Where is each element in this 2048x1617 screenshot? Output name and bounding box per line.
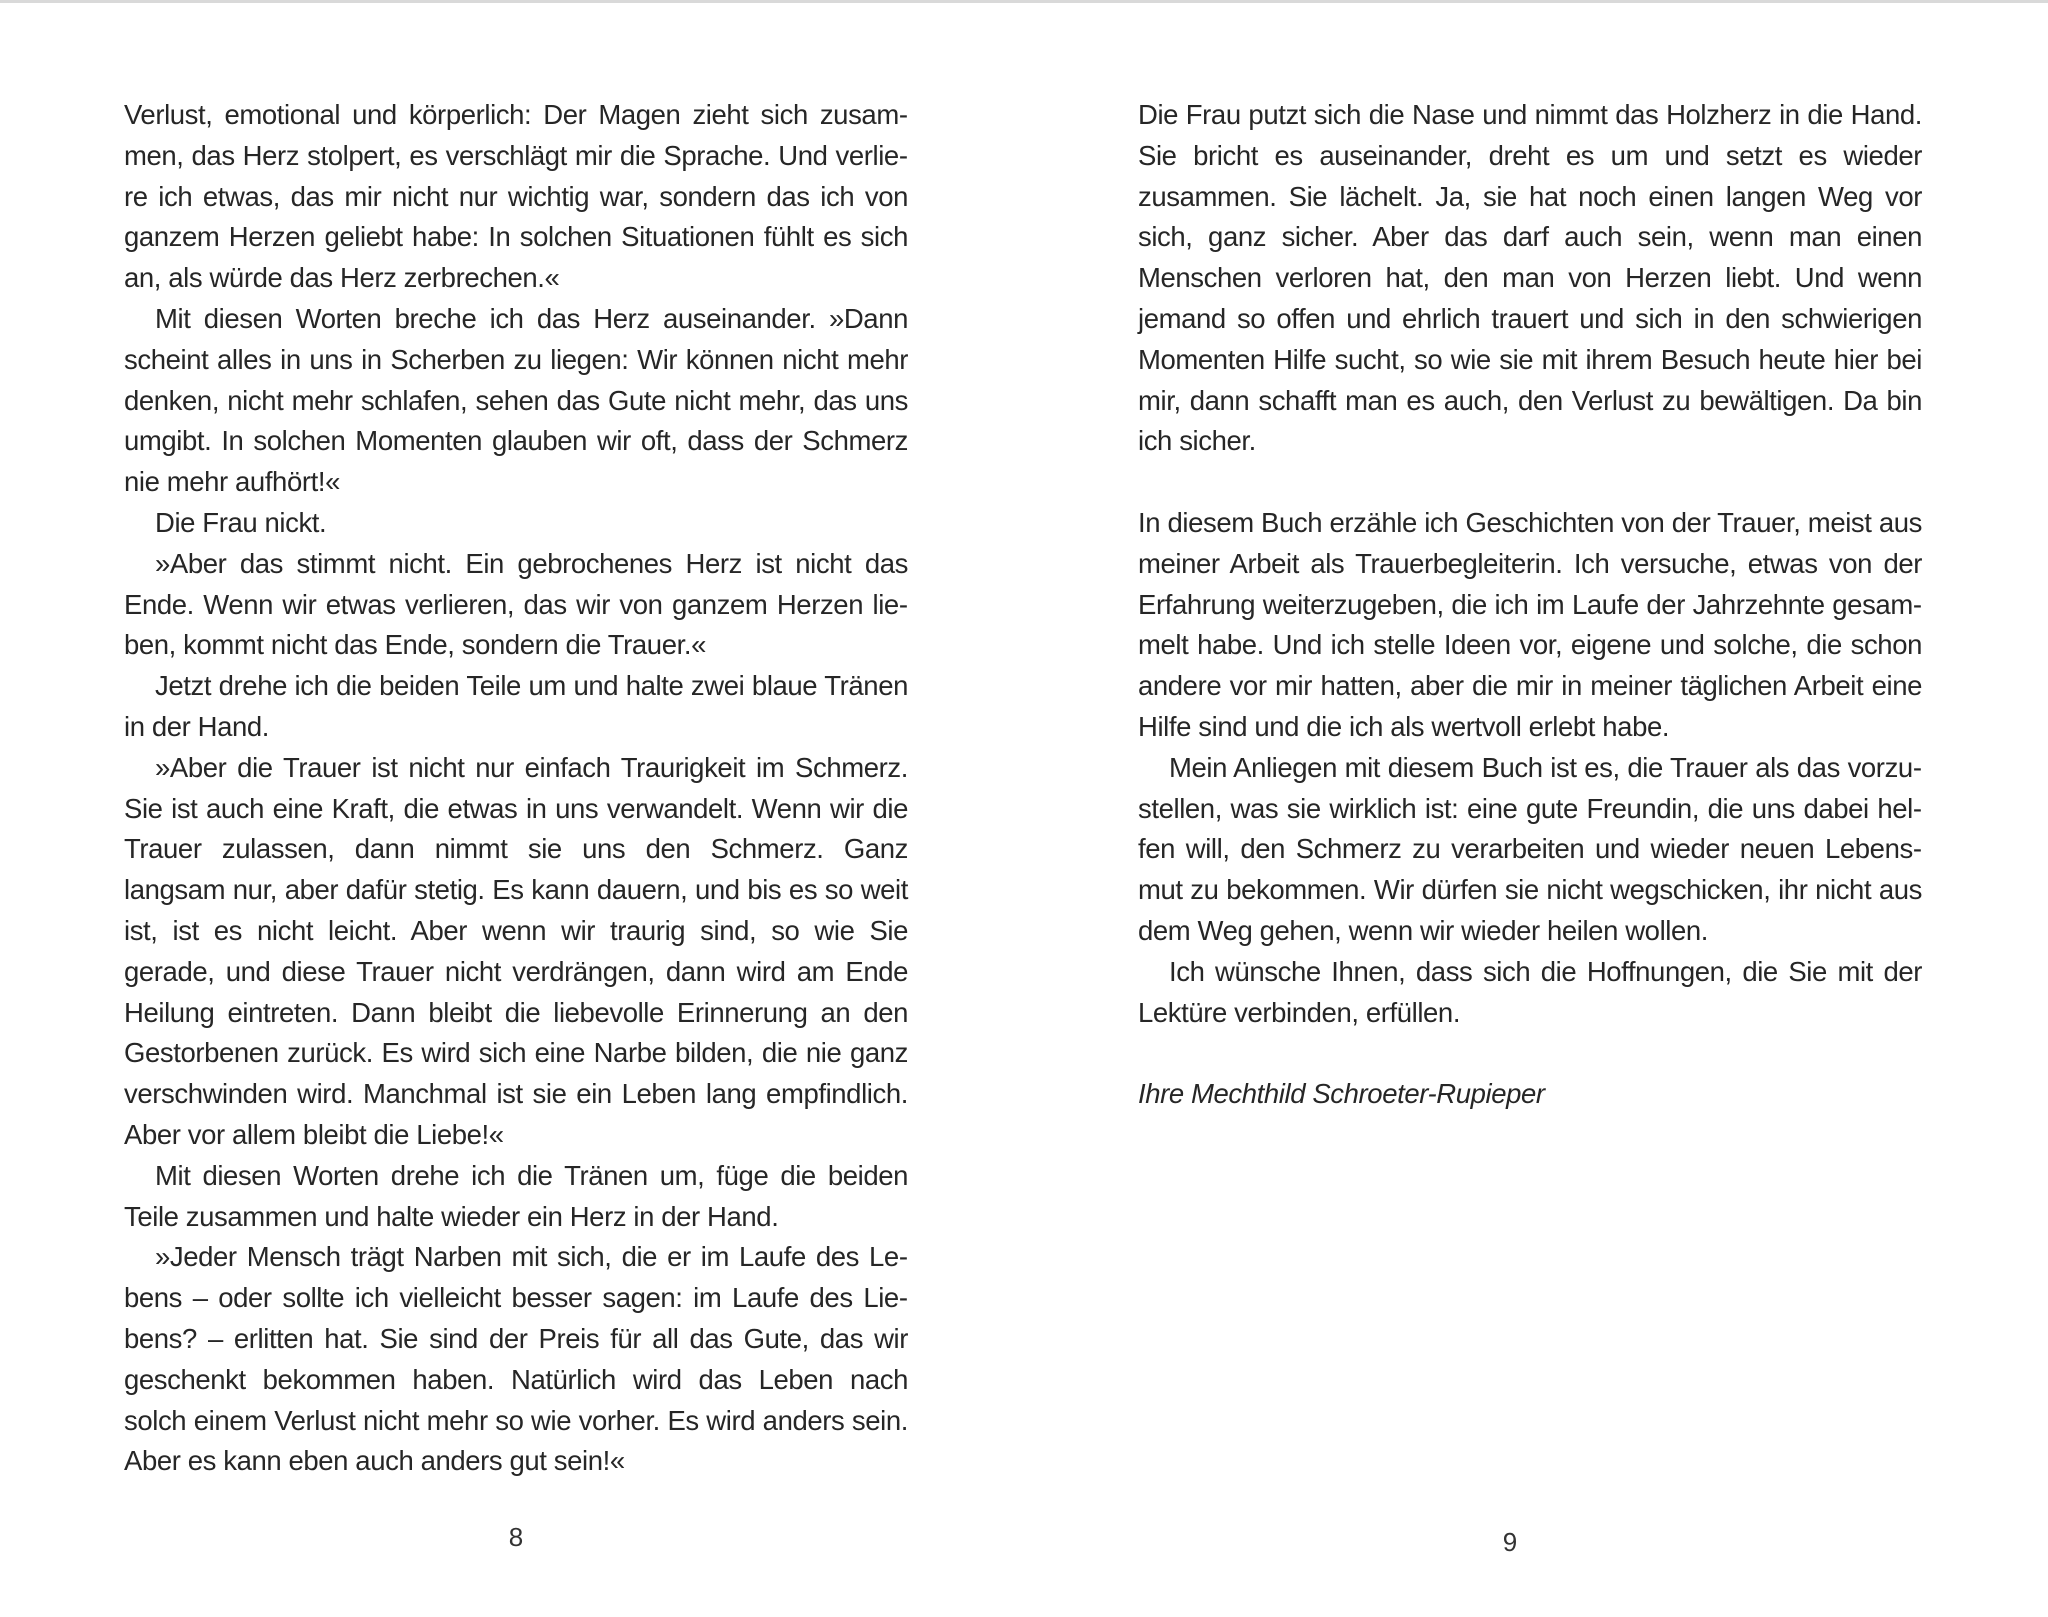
- paragraph: Die Frau putzt sich die Nase und nimmt das Holzherz in die Hand. Sie bricht es auseinander, dreht es um und setzt es wieder zusammen. Sie lächelt. Ja, sie hat noch einen langen Weg vor sich, ganz sicher. Aber das darf auch sein, wenn man einen Menschen verloren hat, den man von Herzen liebt. Und wenn jemand so offen und ehrlich trauert und sich in den schwierigen Momenten Hilfe sucht, so wie sie mit ihrem Besuch heute hier bei mir, dann schafft man es auch, den Verlust zu bewältigen. Da bin ich sicher.: [1138, 99, 1922, 457]
- author-signature: Ihre Mechthild Schroeter-Rupieper: [1138, 1078, 1545, 1110]
- paragraph: »Aber das stimmt nicht. Ein gebrochenes Herz ist nicht das Ende. Wenn wir etwas verlieren, das wir von ganzem Herzen lieben, kommt nicht das Ende, sondern die Trauer.«: [124, 547, 908, 661]
- paragraph: Jetzt drehe ich die beiden Teile um und halte zwei blaue Tränen in der Hand.: [124, 670, 908, 742]
- paragraph: Mit diesen Worten breche ich das Herz auseinander. »Dann scheint alles in uns in Scherben zu liegen: Wir können nicht mehr denken, nicht mehr schlafen, sehen das Gute nicht mehr, das uns umgibt. In solchen Momenten glauben wir oft, dass der Schmerz nie mehr aufhört!«: [124, 302, 908, 498]
- right-page: [1024, 0, 2048, 1617]
- paragraph: In diesem Buch erzähle ich Geschichten von der Trauer, meist aus meiner Arbeit als Trauerbegleiterin. Ich versuche, etwas von der Erfahrung weiterzugeben, die ich im Laufe der Jahrzehnte gesammelt habe. Und ich stelle Ideen vor, eigene und solche, die schon andere vor mir hatten, aber die mir in meiner täglichen Arbeit eine Hilfe sind und die ich als wertvoll erlebt habe.: [1138, 506, 1922, 742]
- paragraph: »Jeder Mensch trägt Narben mit sich, die er im Laufe des Lebens – oder sollte ich vielleicht besser sagen: im Laufe des Liebens? – erlitten hat. Sie sind der Preis für all das Gute, das wir geschenkt bekommen haben. Natürlich wird das Leben nach solch einem Verlust nicht mehr so wie vorher. Es wird anders sein. Aber es kann eben auch anders gut sein!«: [124, 1241, 908, 1477]
- right-page-text: [1138, 95, 1922, 1115]
- page-number-left: 8: [508, 1522, 524, 1552]
- paragraph: Die Frau nickt.: [155, 506, 327, 538]
- left-page-text: [124, 95, 908, 1482]
- page-number-right: 9: [1502, 1527, 1518, 1557]
- paragraph: Ich wünsche Ihnen, dass sich die Hoffnungen, die Sie mit der Lektüre verbinden, erfüllen.: [1138, 955, 1922, 1028]
- paragraph: Verlust, emotional und körperlich: Der Magen zieht sich zusammen, das Herz stolpert, es verschlägt mir die Sprache. Und verliere ich etwas, das mir nicht nur wichtig war, sondern das ich von ganzem Herzen geliebt habe: In solchen Situationen fühlt es sich an, als würde das Herz zerbrechen.«: [124, 99, 908, 294]
- paragraph: Mit diesen Worten drehe ich die Tränen um, füge die beiden Teile zusammen und halte wieder ein Herz in der Hand.: [124, 1159, 908, 1232]
- paragraph: Mein Anliegen mit diesem Buch ist es, die Trauer als das vorzustellen, was sie wirklich ist: eine gute Freundin, die uns dabei helfen will, den Schmerz zu verarbeiten und wieder neuen Lebensmut zu bekommen. Wir dürfen sie nicht wegschicken, ihr nicht aus dem Weg gehen, wenn wir wieder heilen wollen.: [1138, 751, 1922, 946]
- paragraph: »Aber die Trauer ist nicht nur einfach Traurigkeit im Schmerz. Sie ist auch eine Kraft, die etwas in uns verwandelt. Wenn wir die Trauer zulassen, dann nimmt sie uns den Schmerz. Ganz langsam nur, aber dafür stetig. Es kann dauern, und bis es so weit ist, ist es nicht leicht. Aber wenn wir traurig sind, so wie Sie gerade, und diese Trauer nicht verdrängen, dann wird am Ende Heilung eintreten. Dann bleibt die liebevolle Erinnerung an den Gestorbenen zurück. Es wird sich eine Narbe bilden, die nie ganz verschwinden wird. Manchmal ist sie ein Leben lang empfindlich. Aber vor allem bleibt die Liebe!«: [124, 751, 908, 1150]
